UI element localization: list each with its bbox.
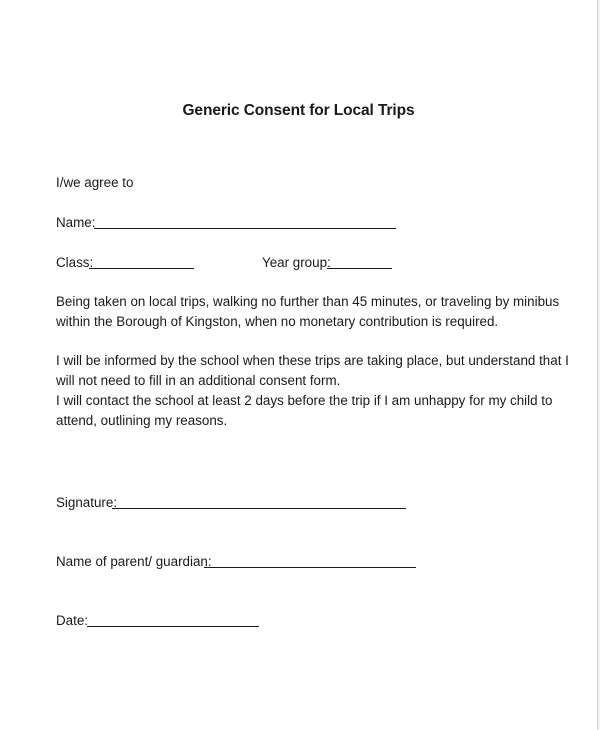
date-label: Date: [56, 613, 89, 628]
intro-text: I/we agree to [56, 175, 134, 190]
paragraph-consent-line-3: I will contact the school at least 2 days before the trip if I am unhappy for my child to [56, 393, 553, 408]
date-blank-line[interactable] [87, 626, 259, 627]
class-blank-line[interactable] [89, 268, 194, 269]
parent-guardian-label: Name of parent/ guardian: [56, 554, 212, 569]
paragraph-consent [56, 351, 569, 431]
year-group-blank-line[interactable] [327, 268, 392, 269]
signature-label: Signature: [56, 495, 118, 510]
paragraph-consent-line-2: will not need to fill in an additional consent form. [56, 373, 341, 388]
class-label: Class: [56, 255, 94, 270]
name-blank-line[interactable] [94, 228, 396, 229]
paragraph-trips [56, 292, 560, 332]
signature-blank-line[interactable] [112, 508, 406, 509]
document-title: Generic Consent for Local Trips [182, 102, 415, 119]
name-label: Name: [56, 215, 96, 230]
paragraph-consent-line-1: I will be informed by the school when these trips are taking place, but understand that I [56, 353, 569, 368]
paragraph-trips-line-2: within the Borough of Kingston, when no monetary contribution is required. [56, 314, 499, 329]
paragraph-consent-line-4: attend, outlining my reasons. [56, 413, 228, 428]
parent-guardian-blank-line[interactable] [204, 567, 416, 568]
paragraph-trips-line-1: Being taken on local trips, walking no further than 45 minutes, or traveling by minibus [56, 294, 560, 309]
year-group-label: Year group: [262, 255, 331, 270]
